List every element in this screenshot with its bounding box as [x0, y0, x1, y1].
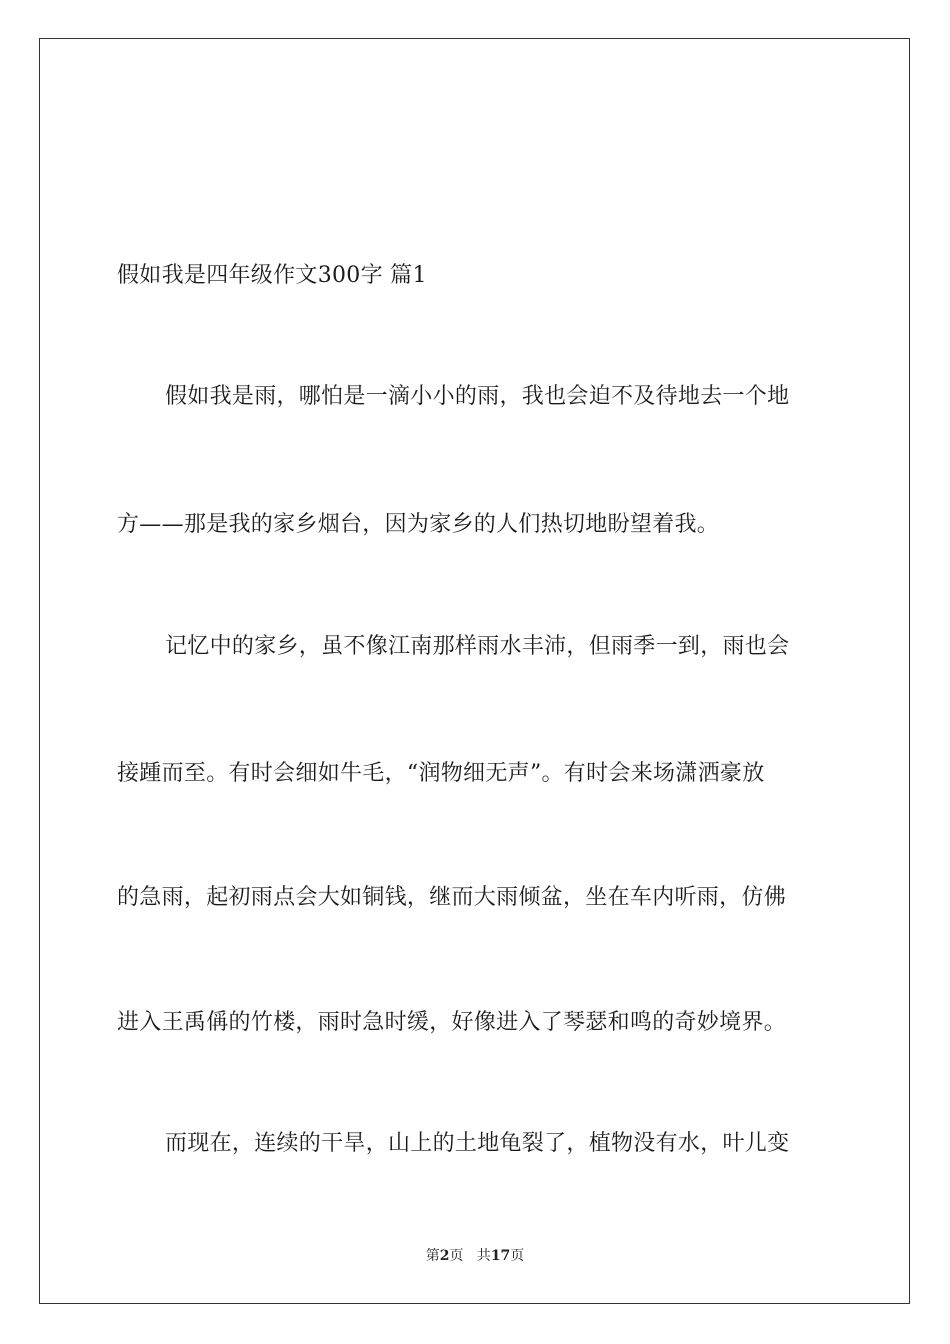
footer-suffix: 页: [510, 1248, 525, 1264]
total-pages-number: 17: [490, 1248, 511, 1264]
footer-mid: 页 共: [449, 1248, 491, 1264]
paragraph-line: 而现在，连续的干旱，山上的土地龟裂了，植物没有水，叶儿变: [165, 1131, 790, 1156]
paragraph-line: 记忆中的家乡，虽不像江南那样雨水丰沛，但雨季一到，雨也会: [165, 634, 790, 659]
footer-prefix: 第: [425, 1248, 440, 1264]
paragraph-line: 方——那是我的家乡烟台，因为家乡的人们热切地盼望着我。: [117, 512, 720, 537]
paragraph-line: 进入王禹偁的竹楼，雨时急时缓，好像进入了琴瑟和鸣的奇妙境界。: [117, 1010, 787, 1035]
document-title: 假如我是四年级作文300字 篇1: [117, 263, 427, 288]
paragraph-line: 假如我是雨，哪怕是一滴小小的雨，我也会迫不及待地去一个地: [165, 384, 790, 409]
current-page-number: 2: [439, 1248, 450, 1264]
paragraph-line: 接踵而至。有时会细如牛毛，“润物细无声”。有时会来场潇洒豪放: [117, 761, 765, 786]
page-footer: [0, 1247, 950, 1265]
page-border: [39, 38, 910, 1304]
paragraph-line: 的急雨，起初雨点会大如铜钱，继而大雨倾盆，坐在车内听雨，仿佛: [117, 885, 787, 910]
